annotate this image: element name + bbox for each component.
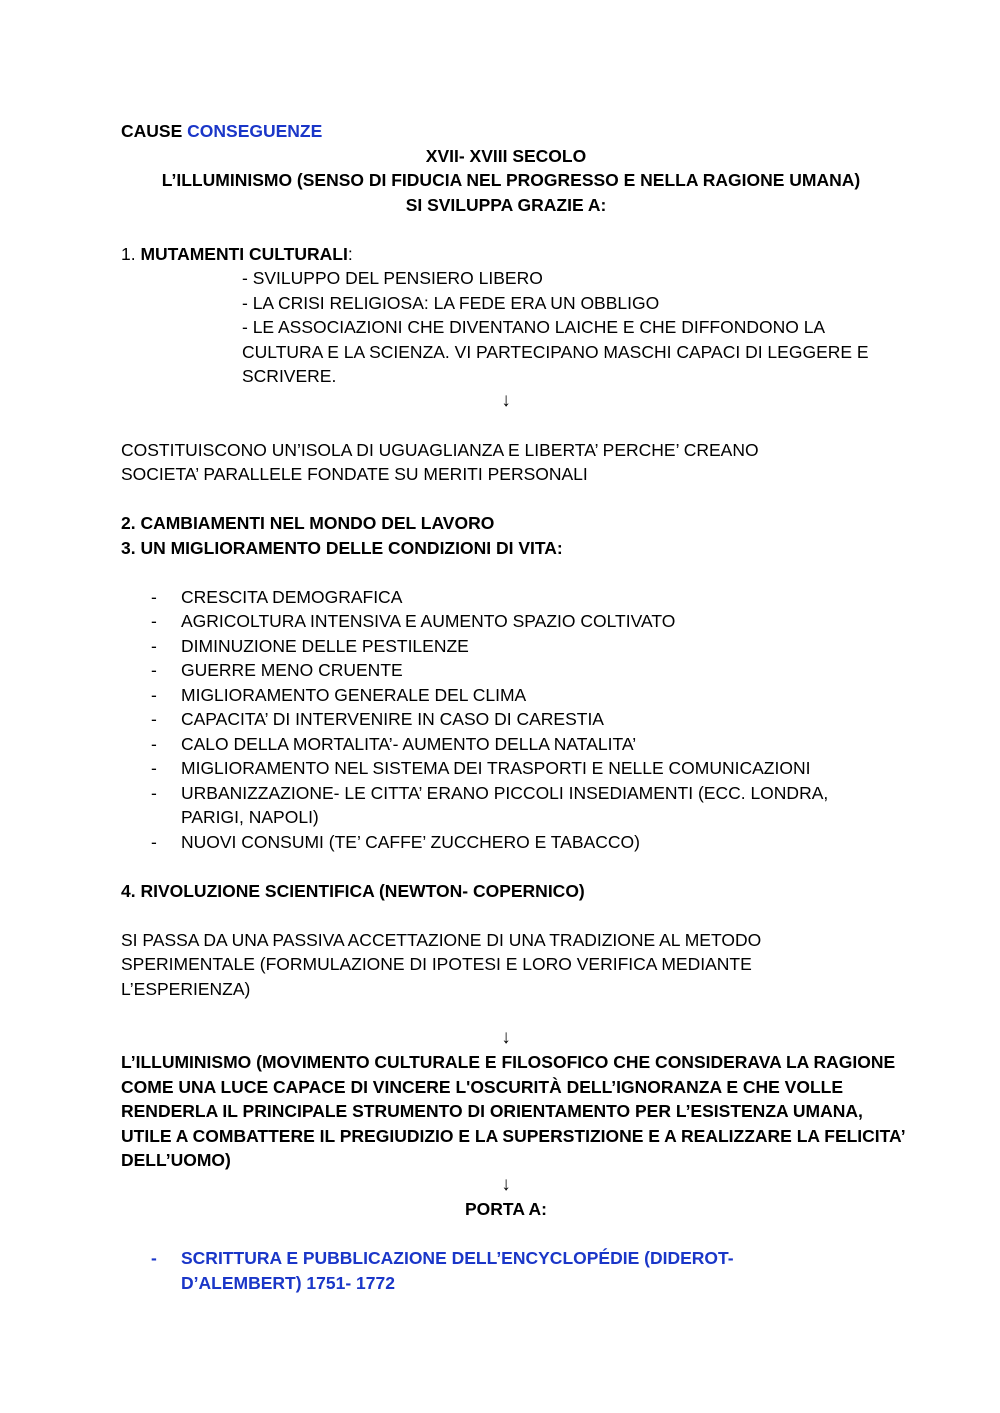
cause-label: CAUSE	[121, 121, 183, 141]
page-subtitle: SI SVILUPPA GRAZIE A:	[405, 194, 607, 215]
down-arrow-icon: ↓	[501, 1026, 511, 1048]
section4-text: SI PASSA DA UNA PASSIVA ACCETTAZIONE DI UNA TRADIZIONE AL METODO SPERIMENTALE (FORMULAZIONE DI IPOTESI E LORO VERIFICA MEDIANTE L’ESPERIENZA)	[121, 929, 762, 999]
enlightenment-definition: L’ILLUMINISMO (MOVIMENTO CULTURALE E FILOSOFICO CHE CONSIDERAVA LA RAGIONE COME UNA LUCE CAPACE DI VINCERE L'OSCURITÀ DELL’IGNORANZA E CHE VOLLE RENDERLA IL PRINCIPALE STRUMENTO DI ORIENTAMENTO PER L’ESISTENZA UMANA, UTILE A COMBATTERE IL PREGIUDIZIO E LA SUPERSTIZIONE E A REALIZZARE LA FELICITA’ DELL’UOMO)	[121, 1052, 905, 1170]
list-item: - SCRITTURA E PUBBLICAZIONE DELL’ENCYCLOPÉDIE (DIDEROT- D’ALEMBERT) 1751- 1772	[121, 1246, 781, 1295]
porta-a-heading: PORTA A:	[465, 1199, 547, 1219]
list-item: - DIMINUZIONE DELLE PESTILENZE	[121, 634, 891, 659]
list-item: - CRESCITA DEMOGRAFICA	[121, 585, 891, 610]
list-item: - NUOVI CONSUMI (TE’ CAFFE’ ZUCCHERO E TABACCO)	[121, 830, 891, 855]
down-arrow-icon: ↓	[501, 1173, 511, 1195]
century-heading: XVII- XVIII SECOLO	[425, 145, 587, 166]
section3-heading: 3. UN MIGLIORAMENTO DELLE CONDIZIONI DI VITA:	[121, 537, 563, 558]
section1-items	[121, 266, 891, 389]
section2-heading: 2. CAMBIAMENTI NEL MONDO DEL LAVORO	[121, 513, 495, 533]
document-body	[121, 119, 905, 1295]
page-title: L’ILLUMINISMO (SENSO DI FIDUCIA NEL PROGRESSO E NELLA RAGIONE UMANA)	[161, 170, 861, 190]
list-item: - MIGLIORAMENTO GENERALE DEL CLIMA	[121, 683, 891, 708]
down-arrow-icon: ↓	[501, 389, 511, 411]
conseguenze-label: CONSEGUENZE	[187, 121, 323, 141]
list-item: - CALO DELLA MORTALITA’- AUMENTO DELLA NATALITA’	[121, 732, 891, 757]
section1-heading: 1. MUTAMENTI CULTURALI:	[121, 243, 353, 264]
list-item: - GUERRE MENO CRUENTE	[121, 658, 891, 683]
section1-item: - LA CRISI RELIGIOSA: LA FEDE ERA UN OBBLIGO	[242, 292, 660, 313]
list-item: - CAPACITA’ DI INTERVENIRE IN CASO DI CARESTIA	[121, 707, 891, 732]
section1-conclusion: COSTITUISCONO UN’ISOLA DI UGUAGLIANZA E LIBERTA’ PERCHE’ CREANO SOCIETA’ PARALLELE FONDATE SU MERITI PERSONALI	[121, 439, 759, 484]
header-line	[121, 119, 891, 144]
list-item: - AGRICOLTURA INTENSIVA E AUMENTO SPAZIO COLTIVATO	[121, 609, 891, 634]
consequences-list	[121, 1246, 891, 1295]
section1-item: - LE ASSOCIAZIONI CHE DIVENTANO LAICHE E CHE DIFFONDONO LA CULTURA E LA SCIENZA. VI PARTECIPANO MASCHI CAPACI DI LEGGERE E SCRIVERE.	[242, 317, 869, 386]
living-conditions-list	[121, 585, 891, 855]
section1-item: - SVILUPPO DEL PENSIERO LIBERO	[242, 268, 543, 288]
list-item: - MIGLIORAMENTO NEL SISTEMA DEI TRASPORTI E NELLE COMUNICAZIONI	[121, 756, 891, 781]
list-item: - URBANIZZAZIONE- LE CITTA’ ERANO PICCOLI INSEDIAMENTI (ECC. LONDRA, PARIGI, NAPOLI)	[121, 781, 891, 830]
section4-heading: 4. RIVOLUZIONE SCIENTIFICA (NEWTON- COPERNICO)	[121, 880, 585, 901]
